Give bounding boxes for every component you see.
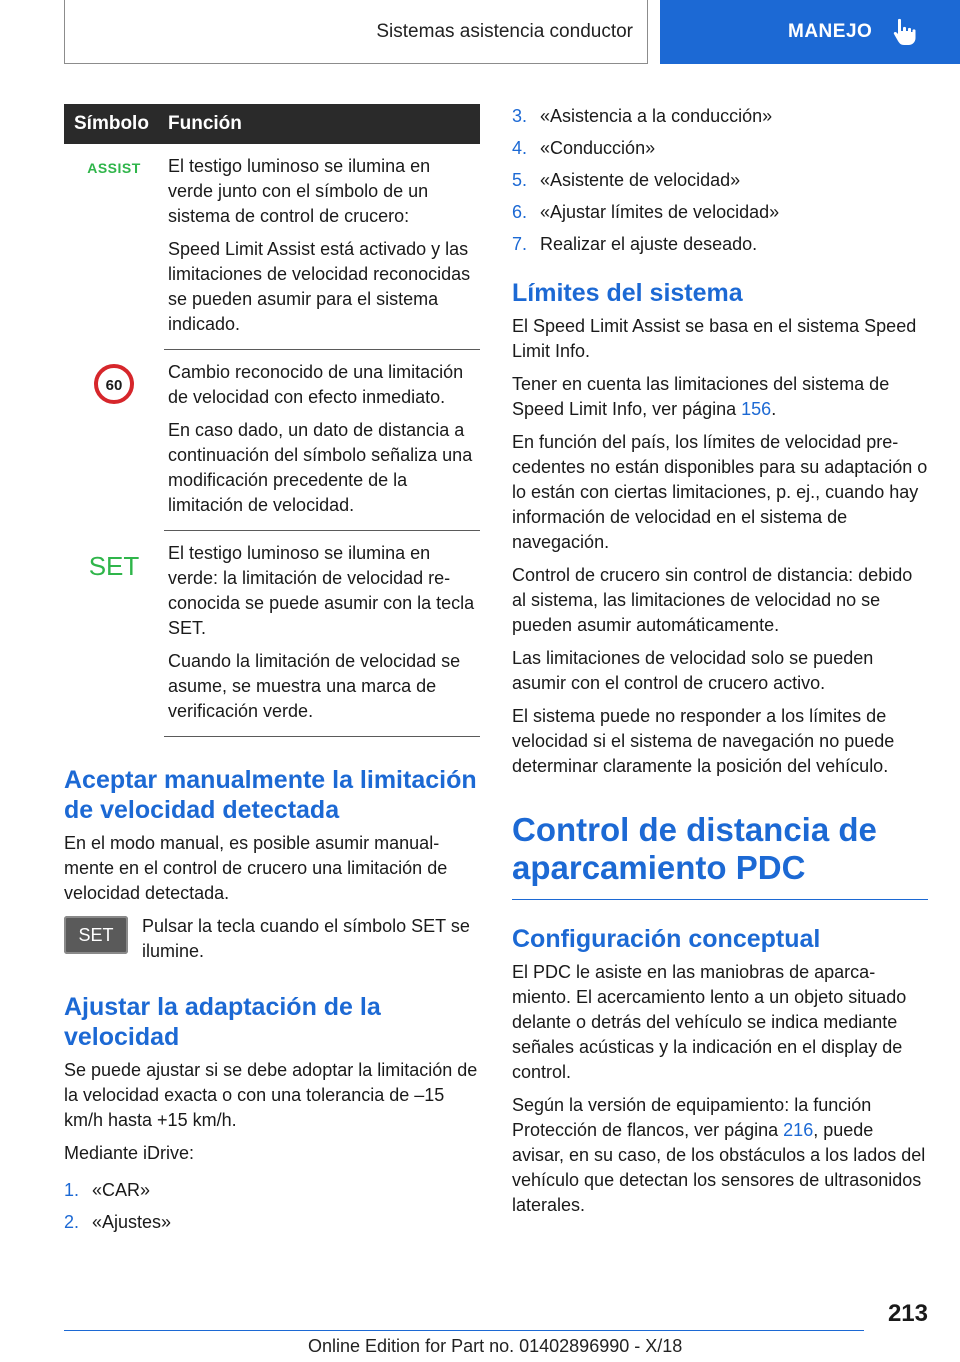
paragraph: En el modo manual, es posible asumir manualmente en el control de crucero una limitación de velocidad detectada. bbox=[64, 833, 448, 903]
step-number: 1. bbox=[64, 1180, 80, 1200]
paragraph bbox=[512, 1093, 928, 1218]
section-heading-concept: Configuración conceptual bbox=[512, 925, 821, 953]
pointing-hand-icon bbox=[892, 18, 918, 46]
list-item bbox=[512, 200, 928, 225]
key-instruction bbox=[64, 914, 480, 964]
idrive-steps-list-continued bbox=[512, 104, 928, 257]
function-cell bbox=[164, 144, 480, 350]
function-text: El testigo luminoso se ilumina en verde junto con el símbolo de un sistema de control de crucero: bbox=[168, 156, 431, 226]
function-text: En caso dado, un dato de distancia a continuación del símbolo señaliza una modificación precedente de la limitación de velocidad. bbox=[168, 420, 473, 515]
idrive-steps-list bbox=[64, 1178, 480, 1235]
step-number: 6. bbox=[512, 202, 528, 222]
step-text: «Asistente de velocidad» bbox=[540, 170, 741, 190]
paragraph-text: Tener en cuenta las limitaciones del sistema de Speed Limit Info, ver página bbox=[512, 374, 890, 419]
list-item bbox=[512, 168, 928, 193]
paragraph bbox=[512, 372, 928, 422]
step-text: «CAR» bbox=[92, 1180, 151, 1200]
list-item bbox=[512, 232, 928, 257]
section-heading-manual: Aceptar manualmente la limitación de velocidad detectada bbox=[64, 766, 477, 824]
col-header-function: Función bbox=[164, 104, 480, 144]
paragraph: Se puede ajustar si se debe adoptar la limitación de la velocidad exacta o con una tolerancia de –15 km/h hasta +15 km/h. bbox=[64, 1060, 478, 1130]
right-column bbox=[512, 104, 928, 1218]
symbol-cell bbox=[64, 531, 164, 737]
step-number: 7. bbox=[512, 234, 528, 254]
table-row bbox=[64, 350, 480, 531]
step-number: 3. bbox=[512, 106, 528, 126]
function-text: Speed Limit Assist está activado y las limitaciones de velocidad reconocidas se pueden asumir para el sistema indicado. bbox=[168, 239, 471, 334]
set-key-icon: SET bbox=[64, 916, 128, 954]
list-item bbox=[64, 1210, 480, 1235]
assist-indicator-icon: ASSIST bbox=[87, 160, 141, 176]
symbol-table bbox=[64, 104, 480, 737]
step-number: 2. bbox=[64, 1212, 80, 1232]
paragraph: Mediante iDrive: bbox=[64, 1143, 195, 1163]
list-item bbox=[64, 1178, 480, 1203]
function-cell bbox=[164, 350, 480, 531]
list-item bbox=[512, 104, 928, 129]
function-text: Cuando la limitación de velocidad se asume, se muestra una marca de verificación verde. bbox=[168, 651, 461, 721]
edition-footer: Online Edition for Part no. 01402896990 - X/18 bbox=[308, 1336, 683, 1356]
paragraph: En función del país, los límites de velocidad precedentes no están disponibles para su adaptación o lo están con ciertas limitaciones, p. ej., cuando hay información de velocidad en el sistema de navegación. bbox=[512, 432, 928, 552]
step-number: 4. bbox=[512, 138, 528, 158]
step-text: «Ajustes» bbox=[92, 1212, 172, 1232]
section-heading-adapt: Ajustar la adaptación de la velocidad bbox=[64, 993, 381, 1051]
page-link-216[interactable]: 216 bbox=[783, 1120, 814, 1140]
page-number: 213 bbox=[887, 1300, 928, 1327]
step-text: «Conducción» bbox=[540, 138, 656, 158]
set-indicator-icon: SET bbox=[88, 550, 140, 581]
paragraph: El PDC le asiste en las maniobras de aparcamiento. El acercamiento lento a un objeto situado delante o detrás del vehículo se indica mediante señales acústicas y la indicación en el display de control. bbox=[512, 962, 907, 1082]
function-cell bbox=[164, 531, 480, 737]
paragraph-text: , puede avisar, en su caso, de los obstáculos a los lados del vehículo que detectan los sensores de ultrasonidos laterales. bbox=[512, 1120, 926, 1215]
paragraph: Control de crucero sin control de distancia: debido al sistema, las limitaciones de velocidad no se pueden asumir automáticamente. bbox=[512, 565, 913, 635]
step-text: «Ajustar límites de velocidad» bbox=[540, 202, 780, 222]
col-header-symbol: Símbolo bbox=[64, 104, 164, 144]
section-title: Sistemas asistencia conductor bbox=[376, 20, 633, 42]
paragraph-text: . bbox=[771, 399, 777, 419]
running-header bbox=[64, 0, 648, 64]
footer-rule bbox=[64, 1330, 864, 1331]
symbol-cell bbox=[64, 350, 164, 531]
paragraph: El sistema puede no responder a los límites de velocidad si el sistema de navegación no puede determinar claramente la posición del vehículo. bbox=[512, 706, 895, 776]
list-item bbox=[512, 136, 928, 161]
chapter-heading-pdc: Control de distancia de aparcamiento PDC bbox=[512, 811, 877, 886]
speed-limit-value: 60 bbox=[105, 376, 123, 394]
key-instruction-text: Pulsar la tecla cuando el símbolo SET se ilumine. bbox=[142, 916, 470, 961]
section-heading-limits: Límites del sistema bbox=[512, 279, 743, 307]
paragraph: Las limitaciones de velocidad solo se pueden asumir con el control de crucero activo. bbox=[512, 648, 874, 693]
step-text: «Asistencia a la conducción» bbox=[540, 106, 773, 126]
speed-limit-sign-icon bbox=[94, 364, 134, 404]
step-text: Realizar el ajuste deseado. bbox=[540, 234, 758, 254]
function-text: El testigo luminoso se ilumina en verde: la limitación de velocidad reconocida se puede asumir con la tecla SET. bbox=[168, 543, 475, 638]
paragraph-text: Según la versión de equipamiento: la función Protección de flancos, ver página bbox=[512, 1095, 872, 1140]
table-row bbox=[64, 144, 480, 350]
step-number: 5. bbox=[512, 170, 528, 190]
table-row bbox=[64, 531, 480, 737]
page-link-156[interactable]: 156 bbox=[741, 399, 772, 419]
left-column bbox=[64, 104, 480, 1242]
paragraph: El Speed Limit Assist se basa en el sistema Speed Limit Info. bbox=[512, 316, 917, 361]
function-text: Cambio reconocido de una limitación de velocidad con efecto inmediato. bbox=[168, 362, 464, 407]
symbol-cell bbox=[64, 144, 164, 350]
chapter-title: MANEJO bbox=[788, 21, 873, 42]
chapter-tab[interactable] bbox=[660, 0, 960, 64]
